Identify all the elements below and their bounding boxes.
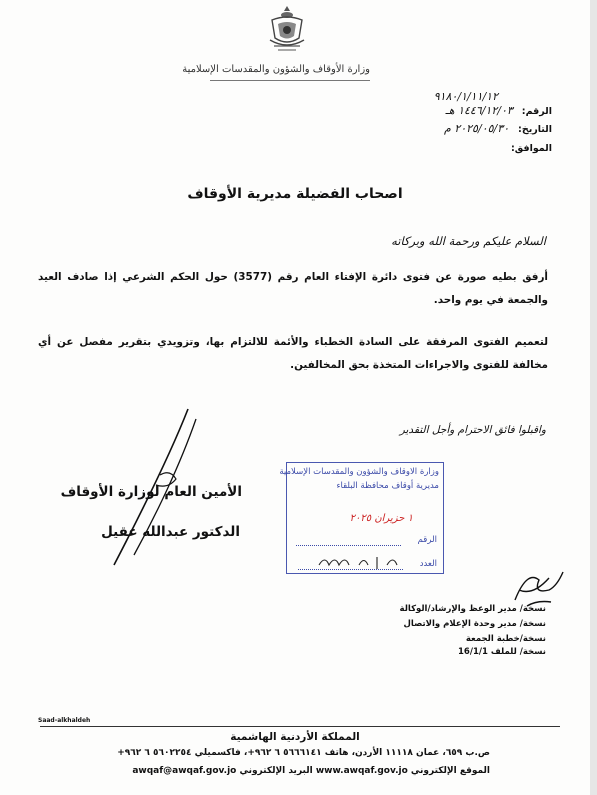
body-paragraph-1: أرفق بطيه صورة عن فتوى دائرة الإفتاء العام رقم (3577) حول الحكم الشرعي إذا صادف العيد والجمعة في يوم واحد. — [38, 271, 548, 306]
handwritten-signature — [100, 405, 220, 570]
signatory-name: الدكتور عبدالله عقيل — [101, 524, 240, 540]
date-label: التاريخ: — [518, 124, 552, 135]
copy-line-1: نسخة/ مدير الوعظ والإرشاد/الوكالة — [399, 604, 546, 614]
ministry-name: وزارة الأوقاف والشؤون والمقدسات الإسلامية — [182, 64, 370, 75]
hijri-date-value: ١٤٤٦/١٢/٠٣ هـ — [445, 104, 513, 117]
stamp-ministry: وزارة الاوقاف والشؤون والمقدسات الإسلامية — [279, 467, 439, 477]
closing-line: واقبلوا فائق الاحترام وأجل التقدير — [399, 424, 546, 436]
reference-label: الرقم: — [521, 106, 552, 117]
date-row — [444, 122, 552, 135]
salutation: السلام عليكم ورحمة الله وبركاته — [391, 234, 546, 248]
stamp-handwritten-number — [317, 553, 407, 571]
footer-divider — [40, 726, 560, 727]
corresponding-row — [511, 143, 552, 154]
copy-line-2: نسخة/ مدير وحدة الإعلام والاتصال — [403, 619, 546, 629]
receipt-stamp — [279, 462, 444, 574]
stamp-num-label: العدد — [419, 559, 437, 569]
stamp-directorate: مديرية أوقاف محافظة البلقاء — [336, 481, 439, 491]
footer-kingdom: المملكة الأردنية الهاشمية — [230, 731, 360, 743]
copy-line-4: نسخة/ للملف 16/1/1 — [458, 647, 546, 657]
reference-number-value: ٩١٨٠/١/١١/١٢ — [433, 90, 498, 103]
reference-row — [446, 104, 552, 117]
jordan-emblem-icon — [264, 4, 310, 54]
body-paragraph-2: لتعميم الفتوى المرفقة على السادة الخطباء والأئمة للالتزام بها، وتزويدي بتقرير مفصل عن أي مخالفة للفتوى والاجراءات المتخذة بحق المخالفين. — [38, 336, 548, 371]
header-divider — [210, 80, 370, 81]
gregorian-date-value: ٢٠٢٥/٠٥/٣٠ م — [444, 122, 510, 135]
recipient-heading: اصحاب الفضيلة مديرية الأوقاف — [187, 186, 403, 202]
corresponding-label: الموافق: — [511, 143, 552, 154]
scan-edge — [590, 0, 597, 795]
signatory-title: الأمين العام لوزارة الأوقاف — [60, 484, 242, 500]
stamp-ref-label: الرقم — [417, 535, 437, 545]
footer-address: ص.ب ٦٥٩، عمان ١١١١٨ الأردن، هاتف ٥٦٦٦١٤١ ٦ ٩٦٢+، فاكسميلي ٥٦٠٢٢٥٤ ٦ ٩٦٢+ — [117, 748, 490, 758]
footer-web: الموقع الإلكتروني www.awqaf.gov.jo البريد الإلكتروني awqaf@awqaf.gov.jo — [132, 766, 490, 776]
stamp-date: ١ حزيران ٢٠٢٥ — [349, 513, 413, 524]
stamp-ref-line — [296, 545, 401, 546]
copy-line-3: نسخة/خطبة الجمعة — [465, 634, 546, 644]
typist-code: Saad-alkhaldeh — [38, 717, 91, 724]
